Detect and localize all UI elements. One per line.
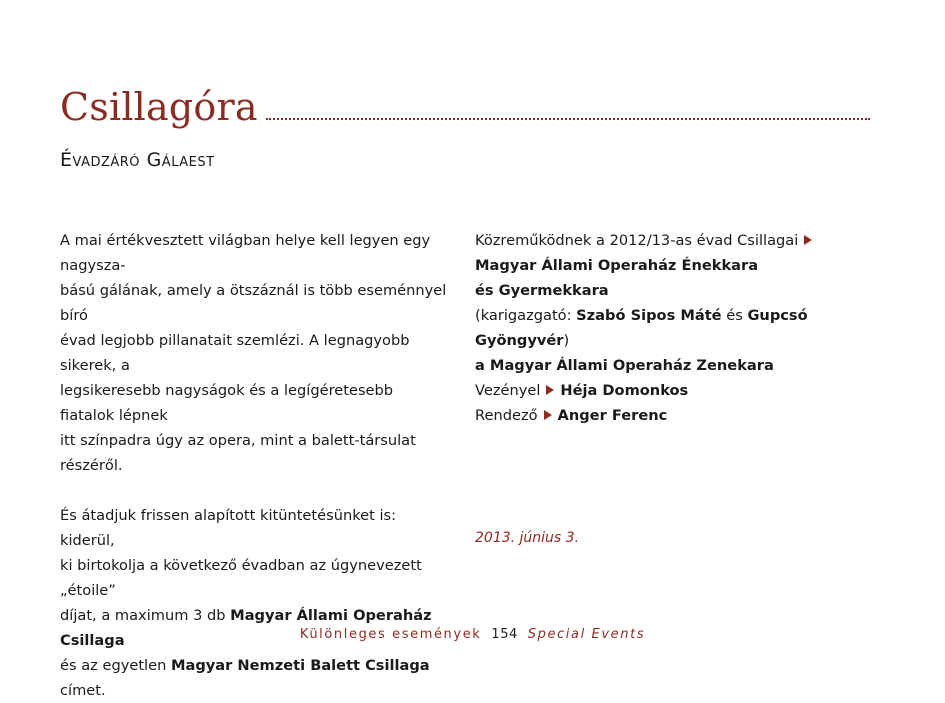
award-paragraph	[60, 503, 450, 703]
page-number: 154	[491, 627, 518, 642]
text-line: legsikeresebb nagyságok és a legígéretesebb fiatalok lépnek	[60, 382, 394, 424]
text-span: és	[721, 307, 748, 324]
director-name: Anger Ferenc	[557, 407, 668, 424]
right-column	[475, 228, 895, 428]
triangle-arrow-icon	[804, 235, 812, 245]
page-subtitle: Évadzáró Gálaest	[60, 149, 215, 171]
text-line: ki birtokolja a következő évadban az úgynevezett „étoile”	[60, 557, 422, 599]
text-line: A mai értékvesztett világban helye kell legyen egy nagysza-	[60, 232, 431, 274]
text-line: bású gálának, amely a ötszáznál is több eseménnyel bíró	[60, 282, 447, 324]
text-line: évad legjobb pillanatait szemlézi. A legnagyobb sikerek, a	[60, 332, 410, 374]
ballet-star-award: Magyar Nemzeti Balett Csillaga	[170, 657, 430, 674]
choir-line-2	[475, 278, 895, 303]
text-line	[60, 653, 450, 703]
choir-name-cont: és Gyermekkara	[475, 282, 609, 299]
text-line: És átadjuk frissen alapított kitüntetésünket is: kiderül,	[60, 507, 397, 549]
credits-intro	[475, 228, 895, 253]
opera-star-award: Magyar Állami Operaház Csillaga	[60, 607, 432, 649]
orchestra-name: a Magyar Állami Operaház Zenekara	[475, 357, 774, 374]
text-span: Közreműködnek a 2012/13-as évad Csillagai	[475, 232, 799, 249]
text-line: itt színpadra úgy az opera, mint a balett-társulat részéről.	[60, 432, 416, 474]
chorus-master-1: Szabó Sipos Máté	[576, 307, 722, 324]
chorus-master-line	[475, 303, 895, 353]
event-date: 2013. június 3.	[475, 530, 580, 546]
intro-paragraph	[60, 228, 450, 478]
text-span: és az egyetlen	[60, 657, 171, 674]
chorus-master-2: Gupcsó Gyöngyvér	[475, 307, 808, 349]
triangle-arrow-icon	[544, 410, 552, 420]
director-label: Rendező	[475, 407, 538, 424]
conductor-name: Héja Domonkos	[560, 382, 689, 399]
choir-name: Magyar Állami Operaház Énekkara	[475, 257, 759, 274]
conductor-label: Vezényel	[475, 382, 541, 399]
director-line	[475, 403, 895, 428]
footer-section-en: Special Events	[527, 627, 646, 642]
footer-section-hu: Különleges események	[299, 627, 482, 642]
triangle-arrow-icon	[546, 385, 554, 395]
page-title: Csillagóra	[60, 85, 258, 129]
title-row	[60, 85, 870, 129]
title-dotted-rule	[266, 118, 870, 120]
text-span: díjat, a maximum 3 db	[60, 607, 231, 624]
conductor-line	[475, 378, 895, 403]
text-span: )	[563, 332, 570, 349]
orchestra-line	[475, 353, 895, 378]
choir-line-1	[475, 253, 895, 278]
page-footer	[0, 627, 945, 642]
text-span: címet.	[60, 682, 106, 699]
text-span: (karigazgató:	[475, 307, 577, 324]
